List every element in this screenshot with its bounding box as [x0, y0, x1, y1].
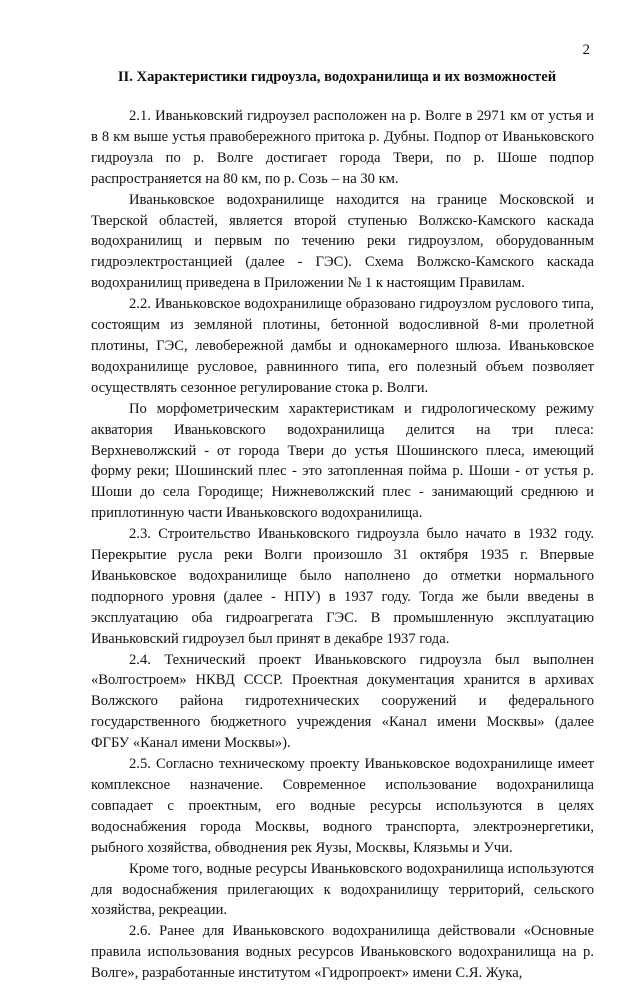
paragraph-2-4: 2.4. Технический проект Иваньковского гидроузла был выполнен «Волгостроем» НКВД СССР. Проектная документация хранится в архивах Волжского района гидротехнических сооружений и федерального государственного бюджетного учреждения «Канал имени Москвы» (далее ФГБУ «Канал имени Москвы»). — [91, 651, 594, 752]
paragraph-2-2: 2.2. Иваньковское водохранилище образовано гидроузлом руслового типа, состоящим из земляной плотины, бетонной водосливной 8-ми пролетной плотины, ГЭС, левобережной дамбы и однокамерного шлюза. Иваньковское водохранилище русловое, равнинного типа, его полезный объем позволяет осуществлять сезонное регулирование стока р. Волги. — [91, 296, 594, 396]
paragraph-2-1: 2.1. Иваньковский гидроузел расположен на р. Волге в 2971 км от устья и в 8 км выше устья правобережного притока р. Дубны. Подпор от Иваньковского гидроузла по р. Волге достигает города Твери, по р. Шоше подпор распространяется на 80 км, по р. Созь – на 30 км. — [91, 108, 594, 187]
document-body — [91, 106, 594, 984]
paragraph-morphometry: По морфометрическим характеристикам и гидрологическому режиму акватория Иваньковского водохранилища делится на три плеса: Верхневолжский - от города Твери до устья Шошинского плеса, имеющий форму реки; Шошинский плес - это затопленная пойма р. Шоши - от устья р. Шоши до села Городище; Нижневолжский плес - занимающий среднюю и приплотинную части Иваньковского водохранилища. — [91, 400, 594, 522]
page-number: 2 — [582, 42, 590, 58]
paragraph-2-6: 2.6. Ранее для Иваньковского водохранилища действовали «Основные правила использования водных ресурсов Иваньковского водохранилища на р. Волге», разработанные институтом «Гидропроект» имени С.Я. Жука, — [91, 923, 594, 982]
section-title: II. Характеристики гидроузла, водохранилища и их возможностей — [117, 69, 557, 85]
paragraph-reservoir-location: Иваньковское водохранилище находится на границе Московской и Тверской областей, является второй ступенью Волжско-Камского каскада водохранилищ и первым по течению реки гидроузлом, оборудованным гидроэлектростанцией (далее - ГЭС). Схема Волжско-Камского каскада водохранилищ приведена в Приложении № 1 к настоящим Правилам. — [91, 191, 594, 292]
paragraph-2-5: 2.5. Согласно техническому проекту Иваньковское водохранилище имеет комплексное назначение. Современное использование водохранилища совпадает с проектным, его водные ресурсы используются в целях водоснабжения города Москвы, водного транспорта, электроэнергетики, рыбного хозяйства, обводнения рек Яузы, Москвы, Клязьмы и Учи. — [91, 756, 594, 856]
paragraph-2-3: 2.3. Строительство Иваньковского гидроузла было начато в 1932 году. Перекрытие русла реки Волги произошло 31 октября 1935 г. Впервые Иваньковское водохранилище было наполнено до отметки нормального подпорного уровня (далее - НПУ) в 1937 году. Тогда же были введены в эксплуатацию оба гидроагрегата ГЭС. В промышленную эксплуатацию Иваньковский гидроузел был принят в декабре 1937 года. — [91, 526, 594, 647]
paragraph-water-use: Кроме того, водные ресурсы Иваньковского водохранилища используются для водоснабжения прилегающих к водохранилищу территорий, сельского хозяйства, рекреации. — [91, 860, 594, 919]
